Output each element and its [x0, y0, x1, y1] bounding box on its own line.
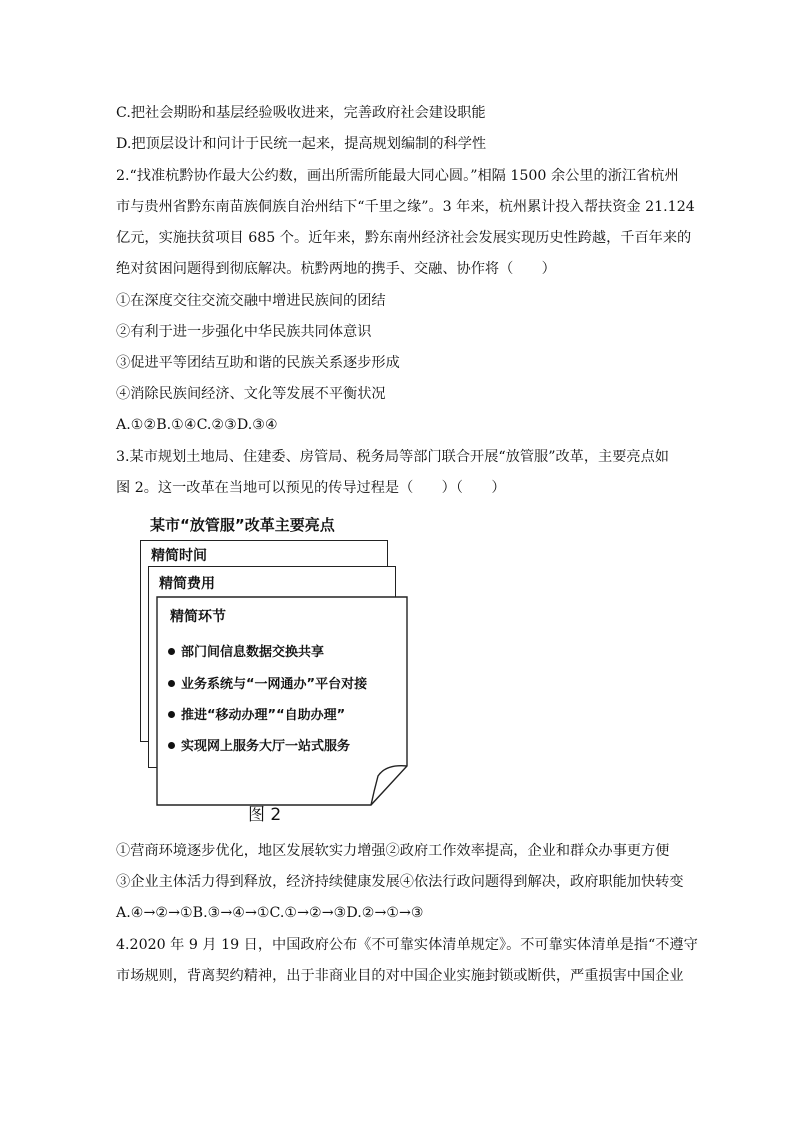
bullet-item: 实现网上服务大厅一站式服务 [168, 735, 350, 754]
question-4-line-2: 市场规则，背离契约精神，出于非商业目的对中国企业实施封锁或断供，严重损害中国企业 [116, 968, 684, 984]
figure-header: 某市“放管服”改革主要亮点 [150, 516, 335, 534]
bullet-item: 推进“移动办理”“自助办理” [168, 704, 345, 723]
option-c-text: C.把社会期盼和基层经验吸收进来，完善政府社会建设职能 [116, 105, 486, 121]
chain-statements-1: ①营商环境逐步优化，地区发展软实力增强②政府工作效率提高，企业和群众办事更方便 [116, 843, 670, 859]
question-3-line-1: 3.某市规划土地局、住建委、房管局、税务局等部门联合开展“放管服”改革，主要亮点如 [116, 449, 669, 465]
bullet-dot-icon [168, 680, 175, 687]
bullet-item: 部门间信息数据交换共享 [168, 641, 324, 660]
figure-caption: 图 2 [248, 805, 282, 825]
statement-2: ②有利于进一步强化中华民族共同体意识 [116, 324, 372, 340]
option-d-text: D.把顶层设计和问计于民统一起来，提高规划编制的科学性 [116, 136, 487, 152]
bullet-dot-icon [168, 711, 175, 718]
question-3-options: A.④→②→①B.③→④→①C.①→②→③D.②→①→③ [116, 905, 424, 921]
card-time-title: 精简时间 [151, 548, 207, 564]
question-2-line-1: 2.“找准杭黔协作最大公约数，画出所需所能最大同心圆。”相隔 1500 余公里的浙江省杭州 [116, 168, 679, 184]
question-4-line-1: 4.2020 年 9 月 19 日，中国政府公布《不可靠实体清单规定》。不可靠实体清单是指“不遵守 [116, 937, 698, 953]
card-steps-title: 精简环节 [170, 609, 226, 625]
bullet-dot-icon [168, 648, 175, 655]
chain-statements-2: ③企业主体活力得到释放，经济持续健康发展④依法行政问题得到解决，政府职能加快转变 [116, 874, 684, 890]
card-steps [156, 596, 406, 804]
statement-3: ③促进平等团结互助和谐的民族关系逐步形成 [116, 355, 400, 371]
question-2-line-3: 亿元，实施扶贫项目 685 个。近年来，黔东南州经济社会发展实现历史性跨越，千百年来的 [116, 230, 692, 246]
statement-1: ①在深度交往交流交融中增进民族间的团结 [116, 293, 386, 309]
figure-2 [140, 514, 420, 814]
bullet-item: 业务系统与“一网通办”平台对接 [168, 673, 367, 692]
question-2-options: A.①②B.①④C.②③D.③④ [116, 417, 278, 433]
bullet-dot-icon [168, 742, 175, 749]
question-2-line-4: 绝对贫困问题得到彻底解决。杭黔两地的携手、交融、协作将（ ） [116, 261, 556, 277]
question-2-line-2: 市与贵州省黔东南苗族侗族自治州结下“千里之缘”。3 年来，杭州累计投入帮扶资金 21.124 [116, 199, 695, 215]
card-cost-title: 精简费用 [159, 576, 215, 592]
question-3-line-2: 图 2。这一改革在当地可以预见的传导过程是（ ）（ ） [116, 480, 506, 496]
card-steps-outline [156, 596, 408, 806]
statement-4: ④消除民族间经济、文化等发展不平衡状况 [116, 386, 386, 402]
